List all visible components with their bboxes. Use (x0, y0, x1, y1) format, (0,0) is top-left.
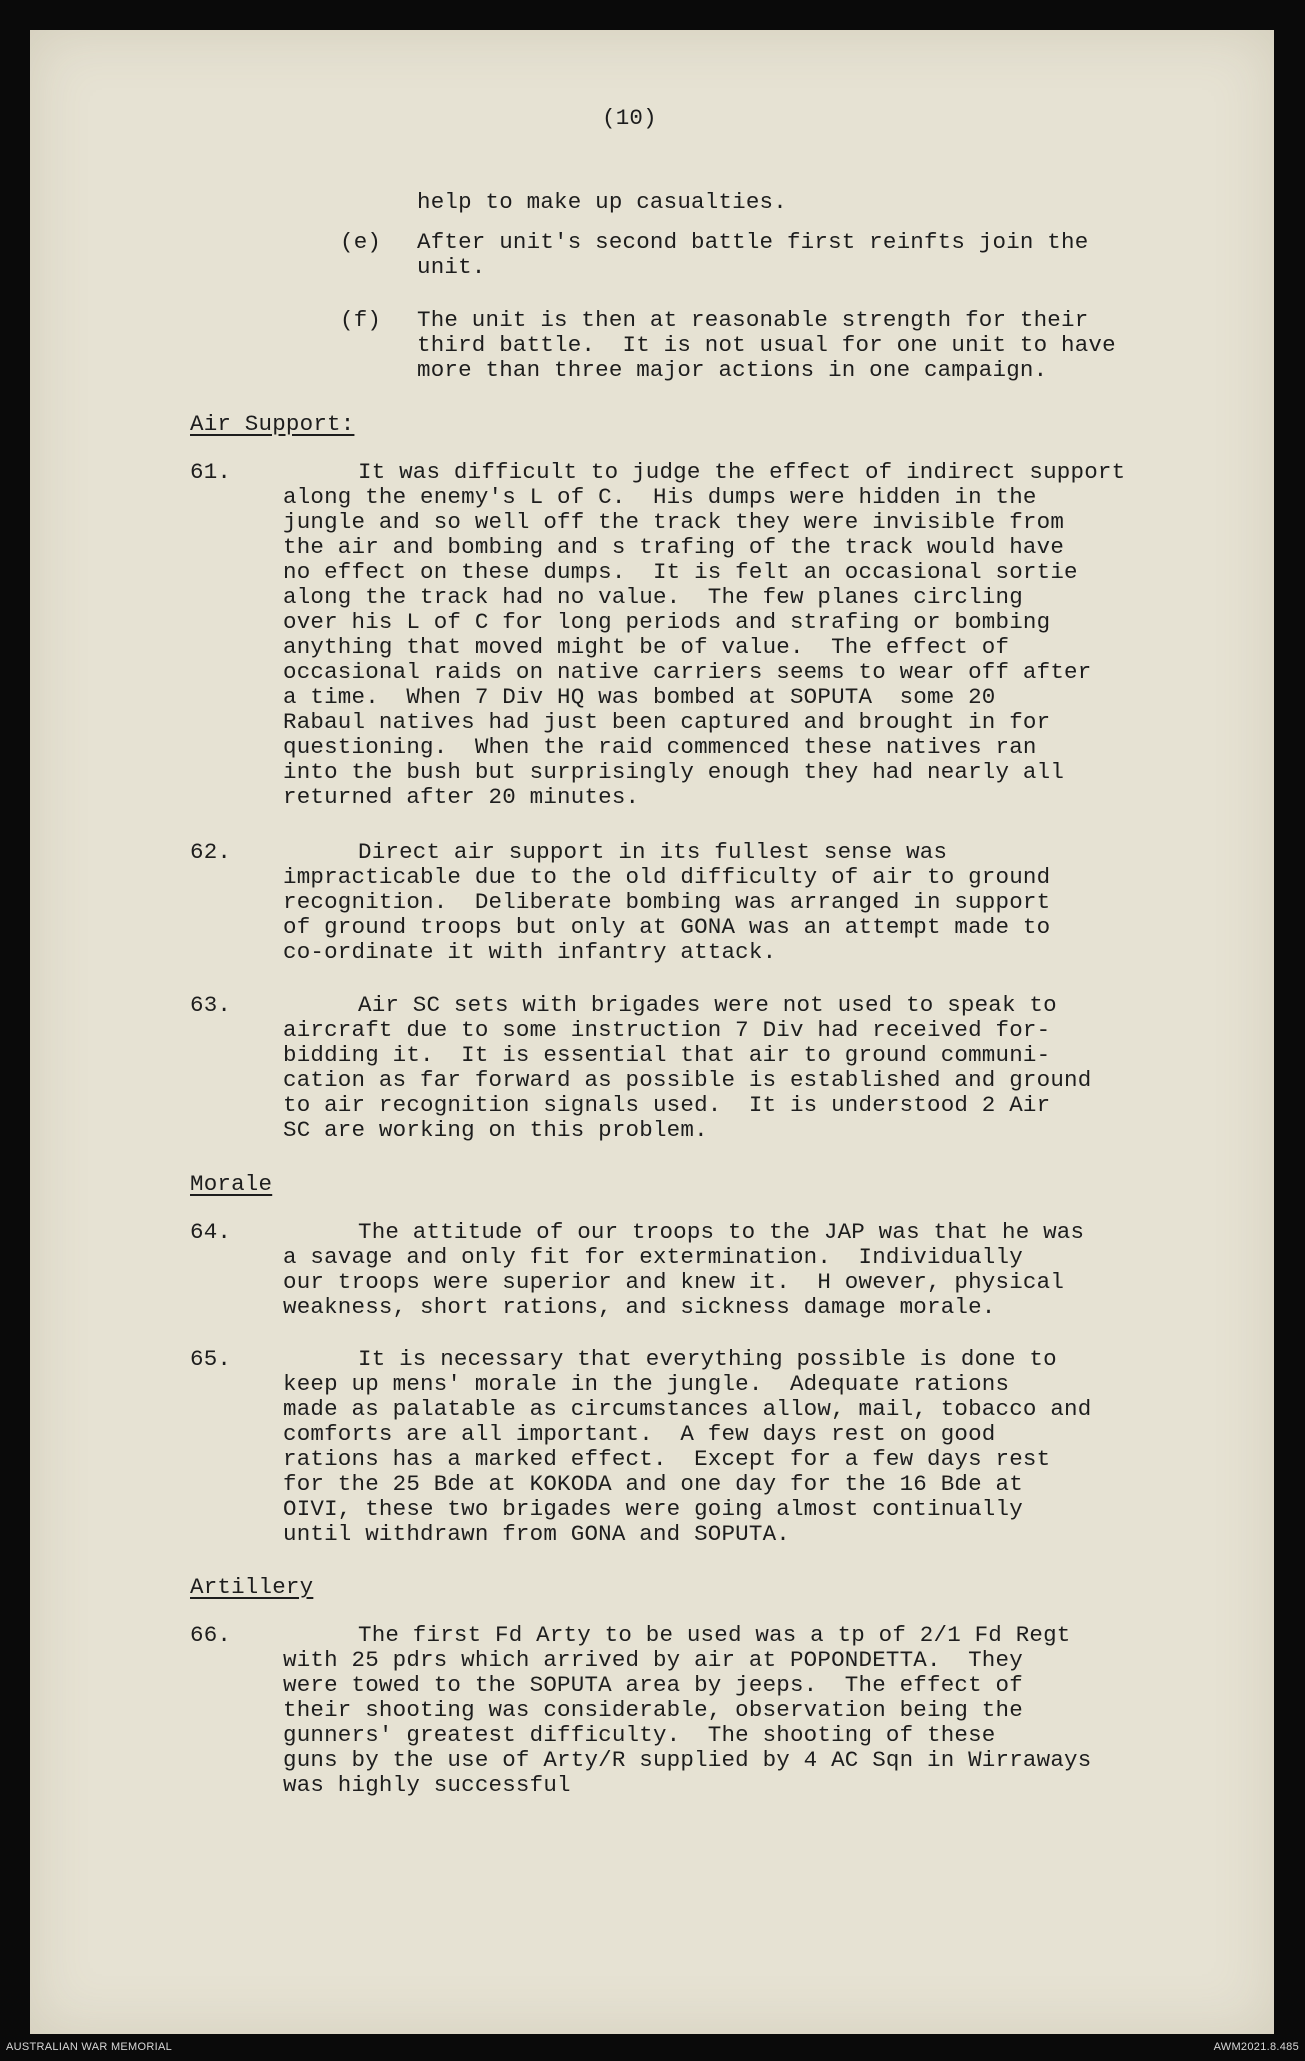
paragraph-line: for the 25 Bde at KOKODA and one day for the 16 Bde at (283, 1471, 1023, 1497)
paragraph-line: with 25 pdrs which arrived by air at POPONDETTA. They (283, 1647, 1023, 1673)
document-page (30, 30, 1274, 2034)
section-heading-artillery: Artillery (190, 1574, 314, 1600)
paragraph-line: a savage and only fit for extermination. Individually (283, 1244, 1023, 1270)
item-f-line: more than three major actions in one campaign. (417, 357, 1048, 383)
section-heading-morale: Morale (190, 1171, 273, 1197)
paragraph-line: weakness, short rations, and sickness damage morale. (283, 1294, 996, 1320)
paragraph-line: of ground troops but only at GONA was an attempt made to (283, 914, 1051, 940)
paragraph-number: 64. (190, 1219, 232, 1245)
paragraph-number: 63. (190, 992, 232, 1018)
item-f-line: third battle. It is not usual for one unit to have (417, 332, 1116, 358)
paragraph-line: The attitude of our troops to the JAP was that he was (358, 1219, 1085, 1245)
paragraph-line: gunners' greatest difficulty. The shooting of these (283, 1722, 996, 1748)
paragraph-line: over his L of C for long periods and strafing or bombing (283, 609, 1051, 635)
item-f-label: (f) (340, 307, 382, 333)
paragraph-number: 61. (190, 459, 232, 485)
paragraph-line: their shooting was considerable, observation being the (283, 1697, 1023, 1723)
paragraph-line: co-ordinate it with infantry attack. (283, 939, 777, 965)
paragraph-line: It is necessary that everything possible is done to (358, 1346, 1057, 1372)
paragraph-line: Rabaul natives had just been captured and brought in for (283, 709, 1051, 735)
archive-reference: AWM2021.8.485 (1213, 2041, 1299, 2053)
paragraph-line: the air and bombing and s trafing of the track would have (283, 534, 1065, 560)
paragraph-line: The first Fd Arty to be used was a tp of 2/1 Fd Regt (358, 1622, 1071, 1648)
paragraph-line: SC are working on this problem. (283, 1117, 708, 1143)
item-e-line: unit. (417, 254, 486, 280)
paragraph-line: was highly successful (283, 1772, 571, 1798)
paragraph-number: 62. (190, 839, 232, 865)
paragraph-line: Direct air support in its fullest sense was (358, 839, 948, 865)
paragraph-line: guns by the use of Arty/R supplied by 4 AC Sqn in Wirraways (283, 1747, 1092, 1773)
item-e-line: After unit's second battle first reinfts join the (417, 229, 1089, 255)
paragraph-line: into the bush but surprisingly enough they had nearly all (283, 759, 1065, 785)
paragraph-line: rations has a marked effect. Except for a few days rest (283, 1446, 1051, 1472)
paragraph-line: OIVI, these two brigades were going almost continually (283, 1496, 1023, 1522)
paragraph-line: jungle and so well off the track they were invisible from (283, 509, 1065, 535)
paragraph-line: recognition. Deliberate bombing was arranged in support (283, 889, 1051, 915)
item-f-line: The unit is then at reasonable strength for their (417, 307, 1089, 333)
paragraph-line: Air SC sets with brigades were not used to speak to (358, 992, 1057, 1018)
paragraph-line: until withdrawn from GONA and SOPUTA. (283, 1521, 790, 1547)
paragraph-line: were towed to the SOPUTA area by jeeps. The effect of (283, 1672, 1023, 1698)
paragraph-line: anything that moved might be of value. The effect of (283, 634, 1010, 660)
paragraph-line: questioning. When the raid commenced these natives ran (283, 734, 1037, 760)
item-e-label: (e) (340, 229, 382, 255)
page-number: (10) (602, 105, 657, 131)
paragraph-line: bidding it. It is essential that air to ground communi- (283, 1042, 1051, 1068)
paragraph-line: keep up mens' morale in the jungle. Adequate rations (283, 1371, 1010, 1397)
paragraph-line: along the track had no value. The few planes circling (283, 584, 1023, 610)
paragraph-line: It was difficult to judge the effect of indirect support (358, 459, 1126, 485)
paragraph-line: returned after 20 minutes. (283, 784, 640, 810)
paragraph-line: no effect on these dumps. It is felt an occasional sortie (283, 559, 1078, 585)
paragraph-number: 66. (190, 1622, 232, 1648)
section-heading-air-support: Air Support: (190, 411, 355, 437)
archive-credit: AUSTRALIAN WAR MEMORIAL (6, 2041, 173, 2053)
continuation-line: help to make up casualties. (417, 189, 787, 215)
paragraph-line: a time. When 7 Div HQ was bombed at SOPUTA some 20 (283, 684, 996, 710)
paragraph-line: to air recognition signals used. It is understood 2 Air (283, 1092, 1051, 1118)
paragraph-line: made as palatable as circumstances allow, mail, tobacco and (283, 1396, 1092, 1422)
paragraph-line: our troops were superior and knew it. H owever, physical (283, 1269, 1065, 1295)
paragraph-number: 65. (190, 1346, 232, 1372)
paragraph-line: occasional raids on native carriers seems to wear off after (283, 659, 1092, 685)
paragraph-line: cation as far forward as possible is established and ground (283, 1067, 1092, 1093)
paragraph-line: comforts are all important. A few days rest on good (283, 1421, 996, 1447)
paragraph-line: aircraft due to some instruction 7 Div had received for- (283, 1017, 1051, 1043)
paragraph-line: along the enemy's L of C. His dumps were hidden in the (283, 484, 1037, 510)
paragraph-line: impracticable due to the old difficulty of air to ground (283, 864, 1051, 890)
